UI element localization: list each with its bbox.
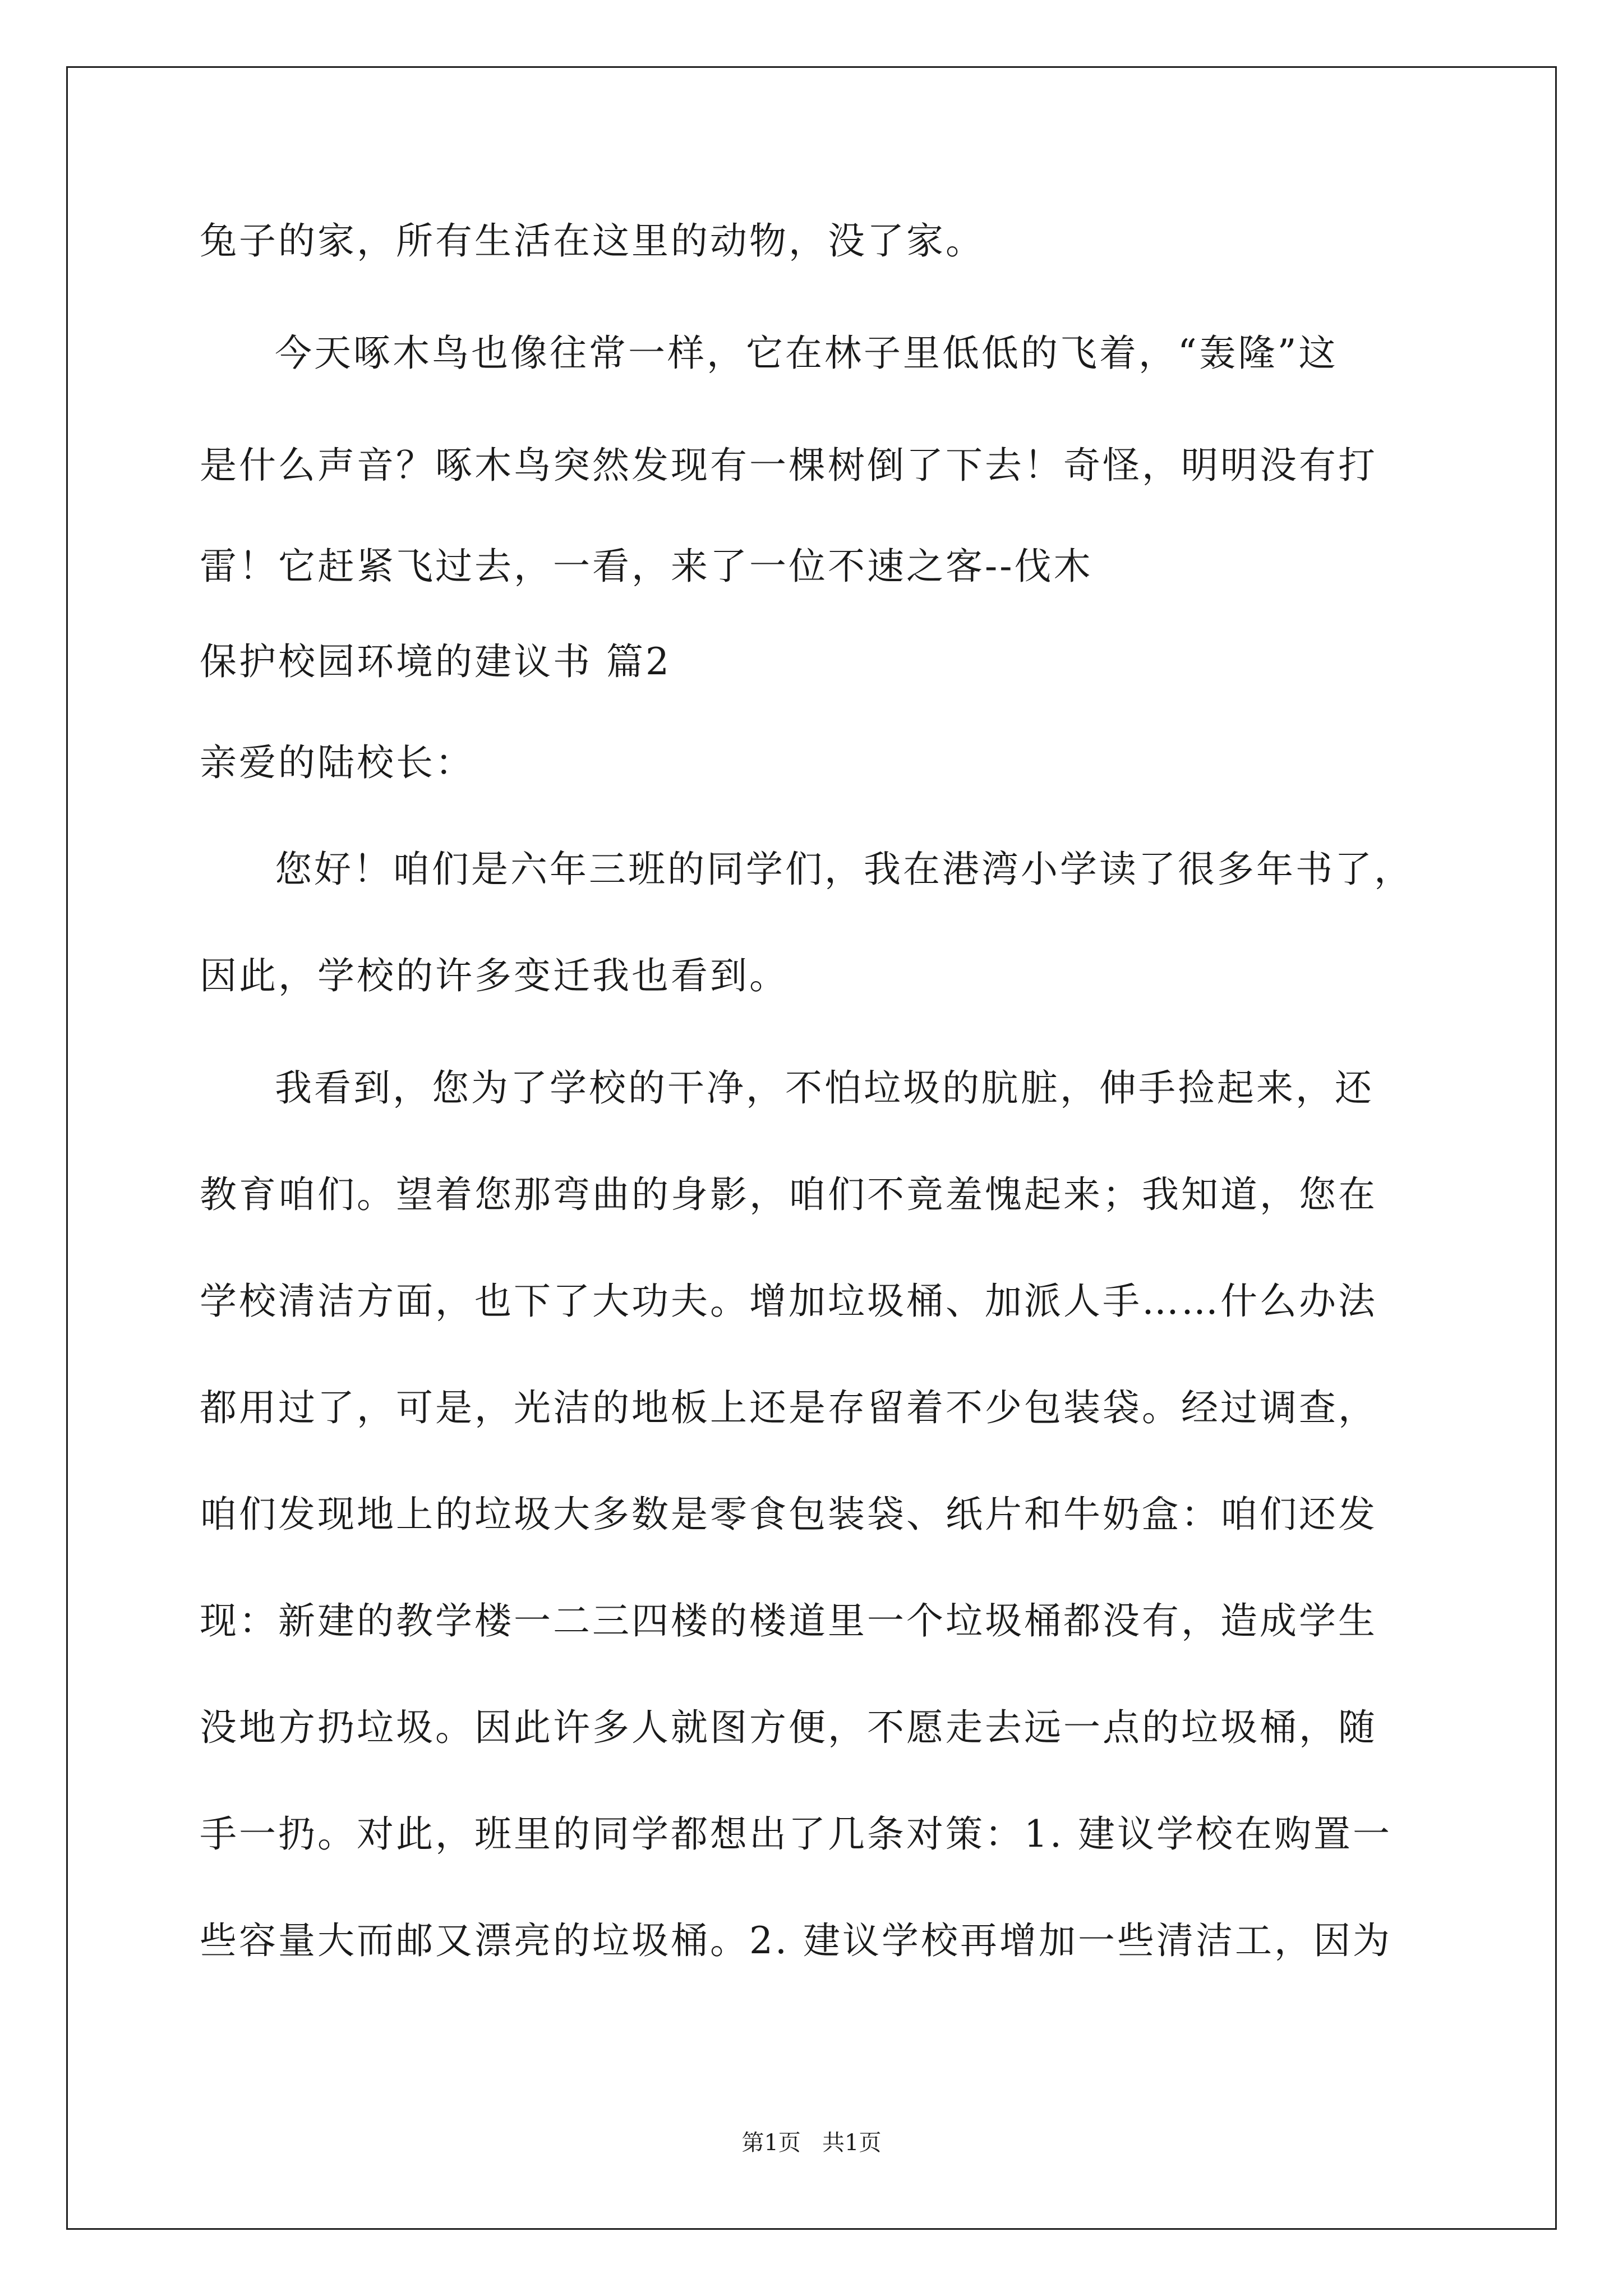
paragraph-line: 学校清洁方面，也下了大功夫。增加垃圾桶、加派人手……什么办法 — [200, 1280, 1377, 1323]
paragraph-line: 兔子的家，所有生活在这里的动物，没了家。 — [200, 219, 985, 263]
paragraph-line: 咱们发现地上的垃圾大多数是零食包装袋、纸片和牛奶盒：咱们还发 — [200, 1493, 1377, 1536]
paragraph-line: 些容量大而邮又漂亮的垃圾桶。2. 建议学校再增加一些清洁工，因为 — [200, 1919, 1392, 1962]
page-footer: 第1页 共1页 — [741, 2130, 882, 2156]
paragraph-line: 因此，学校的许多变迁我也看到。 — [200, 954, 789, 997]
paragraph-line: 现：新建的教学楼一二三四楼的楼道里一个垃圾桶都没有，造成学生 — [200, 1599, 1377, 1642]
paragraph-line: 是什么声音？啄木鸟突然发现有一棵树倒了下去！奇怪，明明没有打 — [200, 444, 1377, 487]
paragraph-line: 雷！它赶紧飞过去，一看，来了一位不速之客--伐木 — [200, 545, 1093, 588]
paragraph-line: 今天啄木鸟也像往常一样，它在林子里低低的飞着，“轰隆”这 — [275, 332, 1338, 375]
page-border — [66, 66, 1557, 2230]
paragraph-line: 手一扔。对此，班里的同学都想出了几条对策：1. 建议学校在购置一 — [200, 1812, 1392, 1856]
paragraph-line: 教育咱们。望着您那弯曲的身影，咱们不竟羞愧起来；我知道，您在 — [200, 1173, 1377, 1216]
paragraph-line: 没地方扔垃圾。因此许多人就图方便，不愿走去远一点的垃圾桶，随 — [200, 1706, 1377, 1749]
salutation: 亲爱的陆校长： — [200, 741, 474, 784]
paragraph-line: 您好！咱们是六年三班的同学们，我在港湾小学读了很多年书了， — [275, 848, 1413, 891]
paragraph-line: 我看到，您为了学校的干净，不怕垃圾的肮脏，伸手捡起来，还 — [275, 1066, 1374, 1110]
section-title: 保护校园环境的建议书 篇2 — [200, 640, 671, 683]
paragraph-line: 都用过了，可是，光洁的地板上还是存留着不少包装袋。经过调查， — [200, 1386, 1377, 1429]
